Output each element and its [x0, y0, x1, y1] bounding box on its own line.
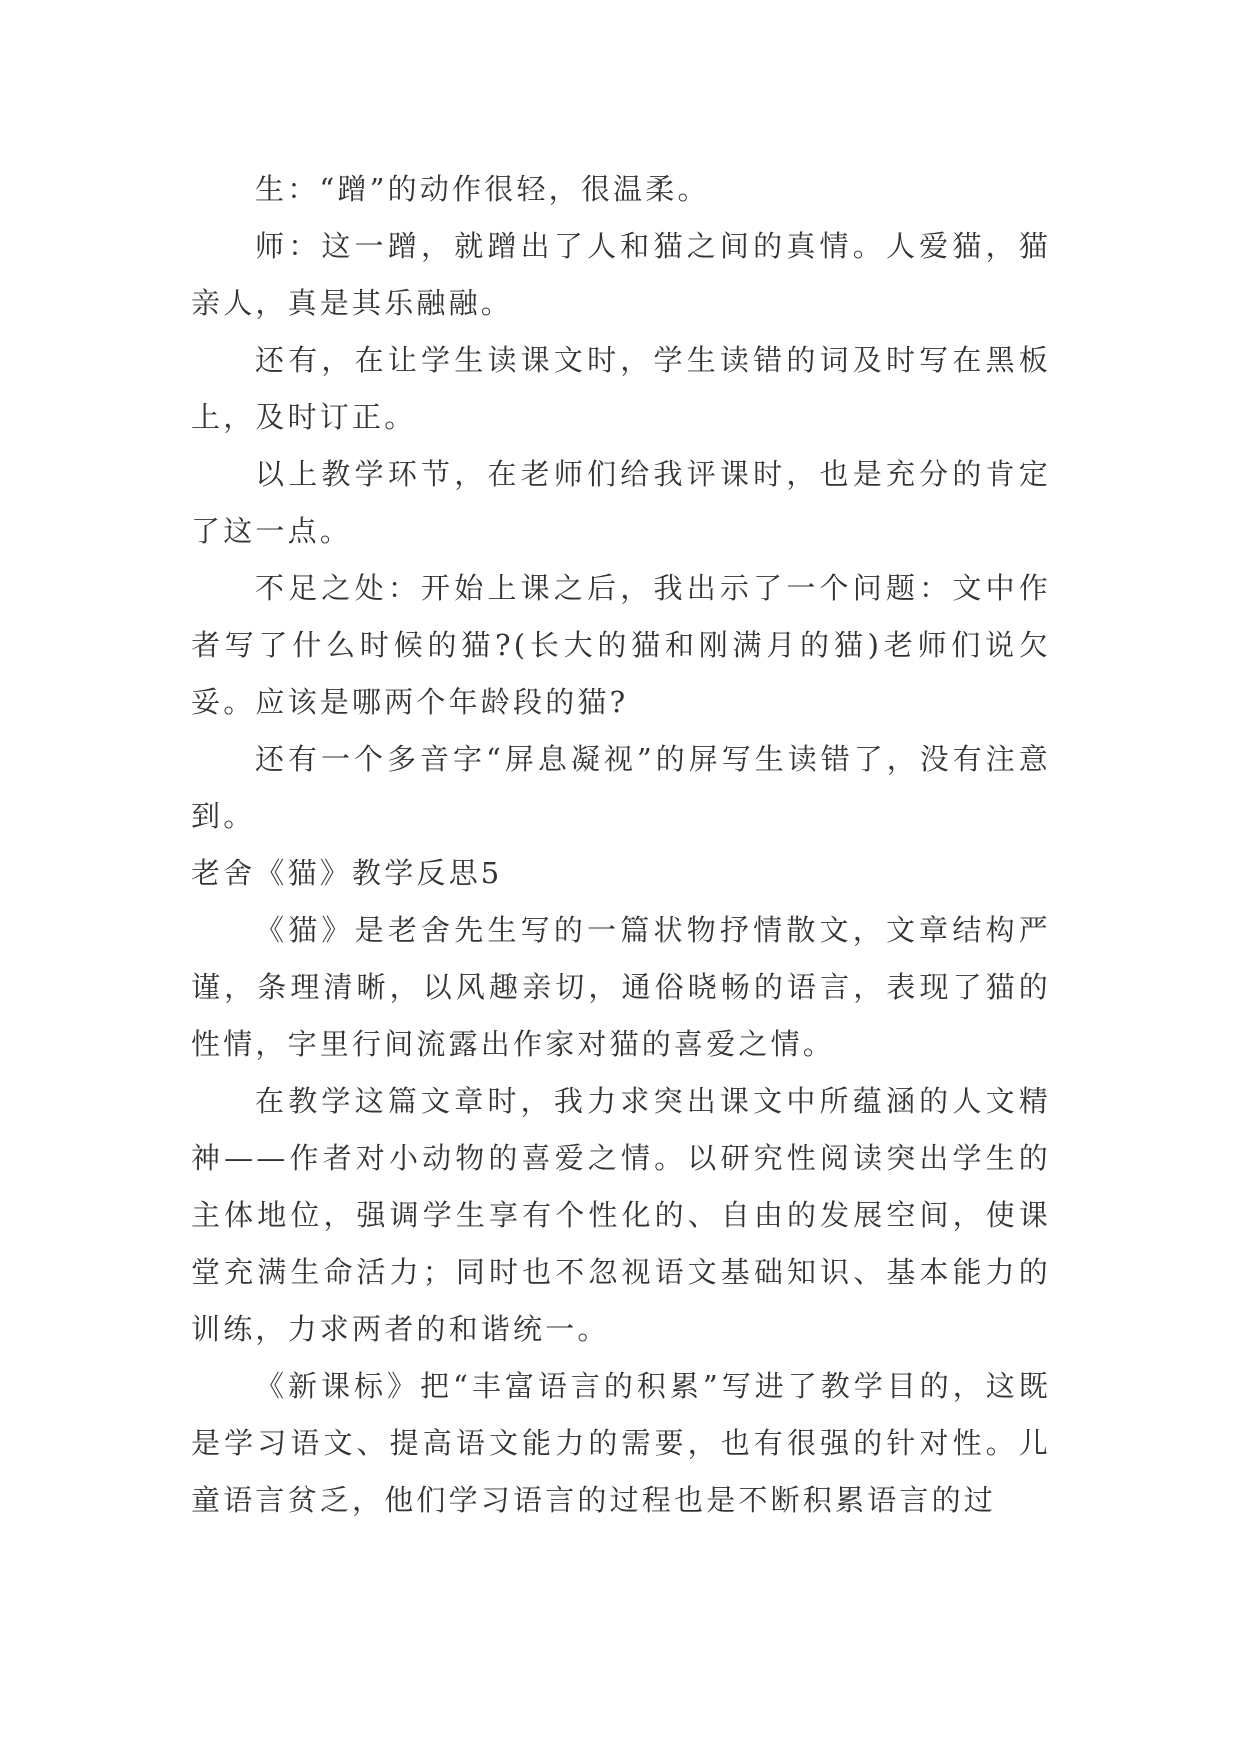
- paragraph: 以上教学环节，在老师们给我评课时，也是充分的肯定了这一点。: [191, 457, 1051, 548]
- paragraph: 《猫》是老舍先生写的一篇状物抒情散文，文章结构严谨，条理清晰，以风趣亲切，通俗晓畅的语言，表现了猫的性情，字里行间流露出作家对猫的喜爱之情。: [191, 913, 1051, 1061]
- paragraph: 《新课标》把“丰富语言的积累”写进了教学目的，这既是学习语文、提高语文能力的需要，也有很强的针对性。儿童语言贫乏，他们学习语言的过程也是不断积累语言的过: [191, 1369, 1051, 1517]
- document-body: [191, 161, 1051, 1529]
- paragraph: 在教学这篇文章时，我力求突出课文中所蕴涵的人文精神——作者对小动物的喜爱之情。以研究性阅读突出学生的主体地位，强调学生享有个性化的、自由的发展空间，使课堂充满生命活力；同时也不忽视语文基础知识、基本能力的训练，力求两者的和谐统一。: [191, 1084, 1051, 1346]
- paragraph: 生：“蹭”的动作很轻，很温柔。: [255, 172, 710, 206]
- paragraph: 还有一个多音字“屏息凝视”的屏写生读错了，没有注意到。: [191, 742, 1051, 833]
- paragraph: 师：这一蹭，就蹭出了人和猫之间的真情。人爱猫，猫亲人，真是其乐融融。: [191, 229, 1051, 320]
- paragraph: 不足之处：开始上课之后，我出示了一个问题：文中作者写了什么时候的猫?(长大的猫和刚满月的猫)老师们说欠妥。应该是哪两个年龄段的猫?: [191, 571, 1051, 719]
- section-heading: 老舍《猫》教学反思5: [191, 856, 503, 890]
- paragraph: 还有，在让学生读课文时，学生读错的词及时写在黑板上，及时订正。: [191, 343, 1051, 434]
